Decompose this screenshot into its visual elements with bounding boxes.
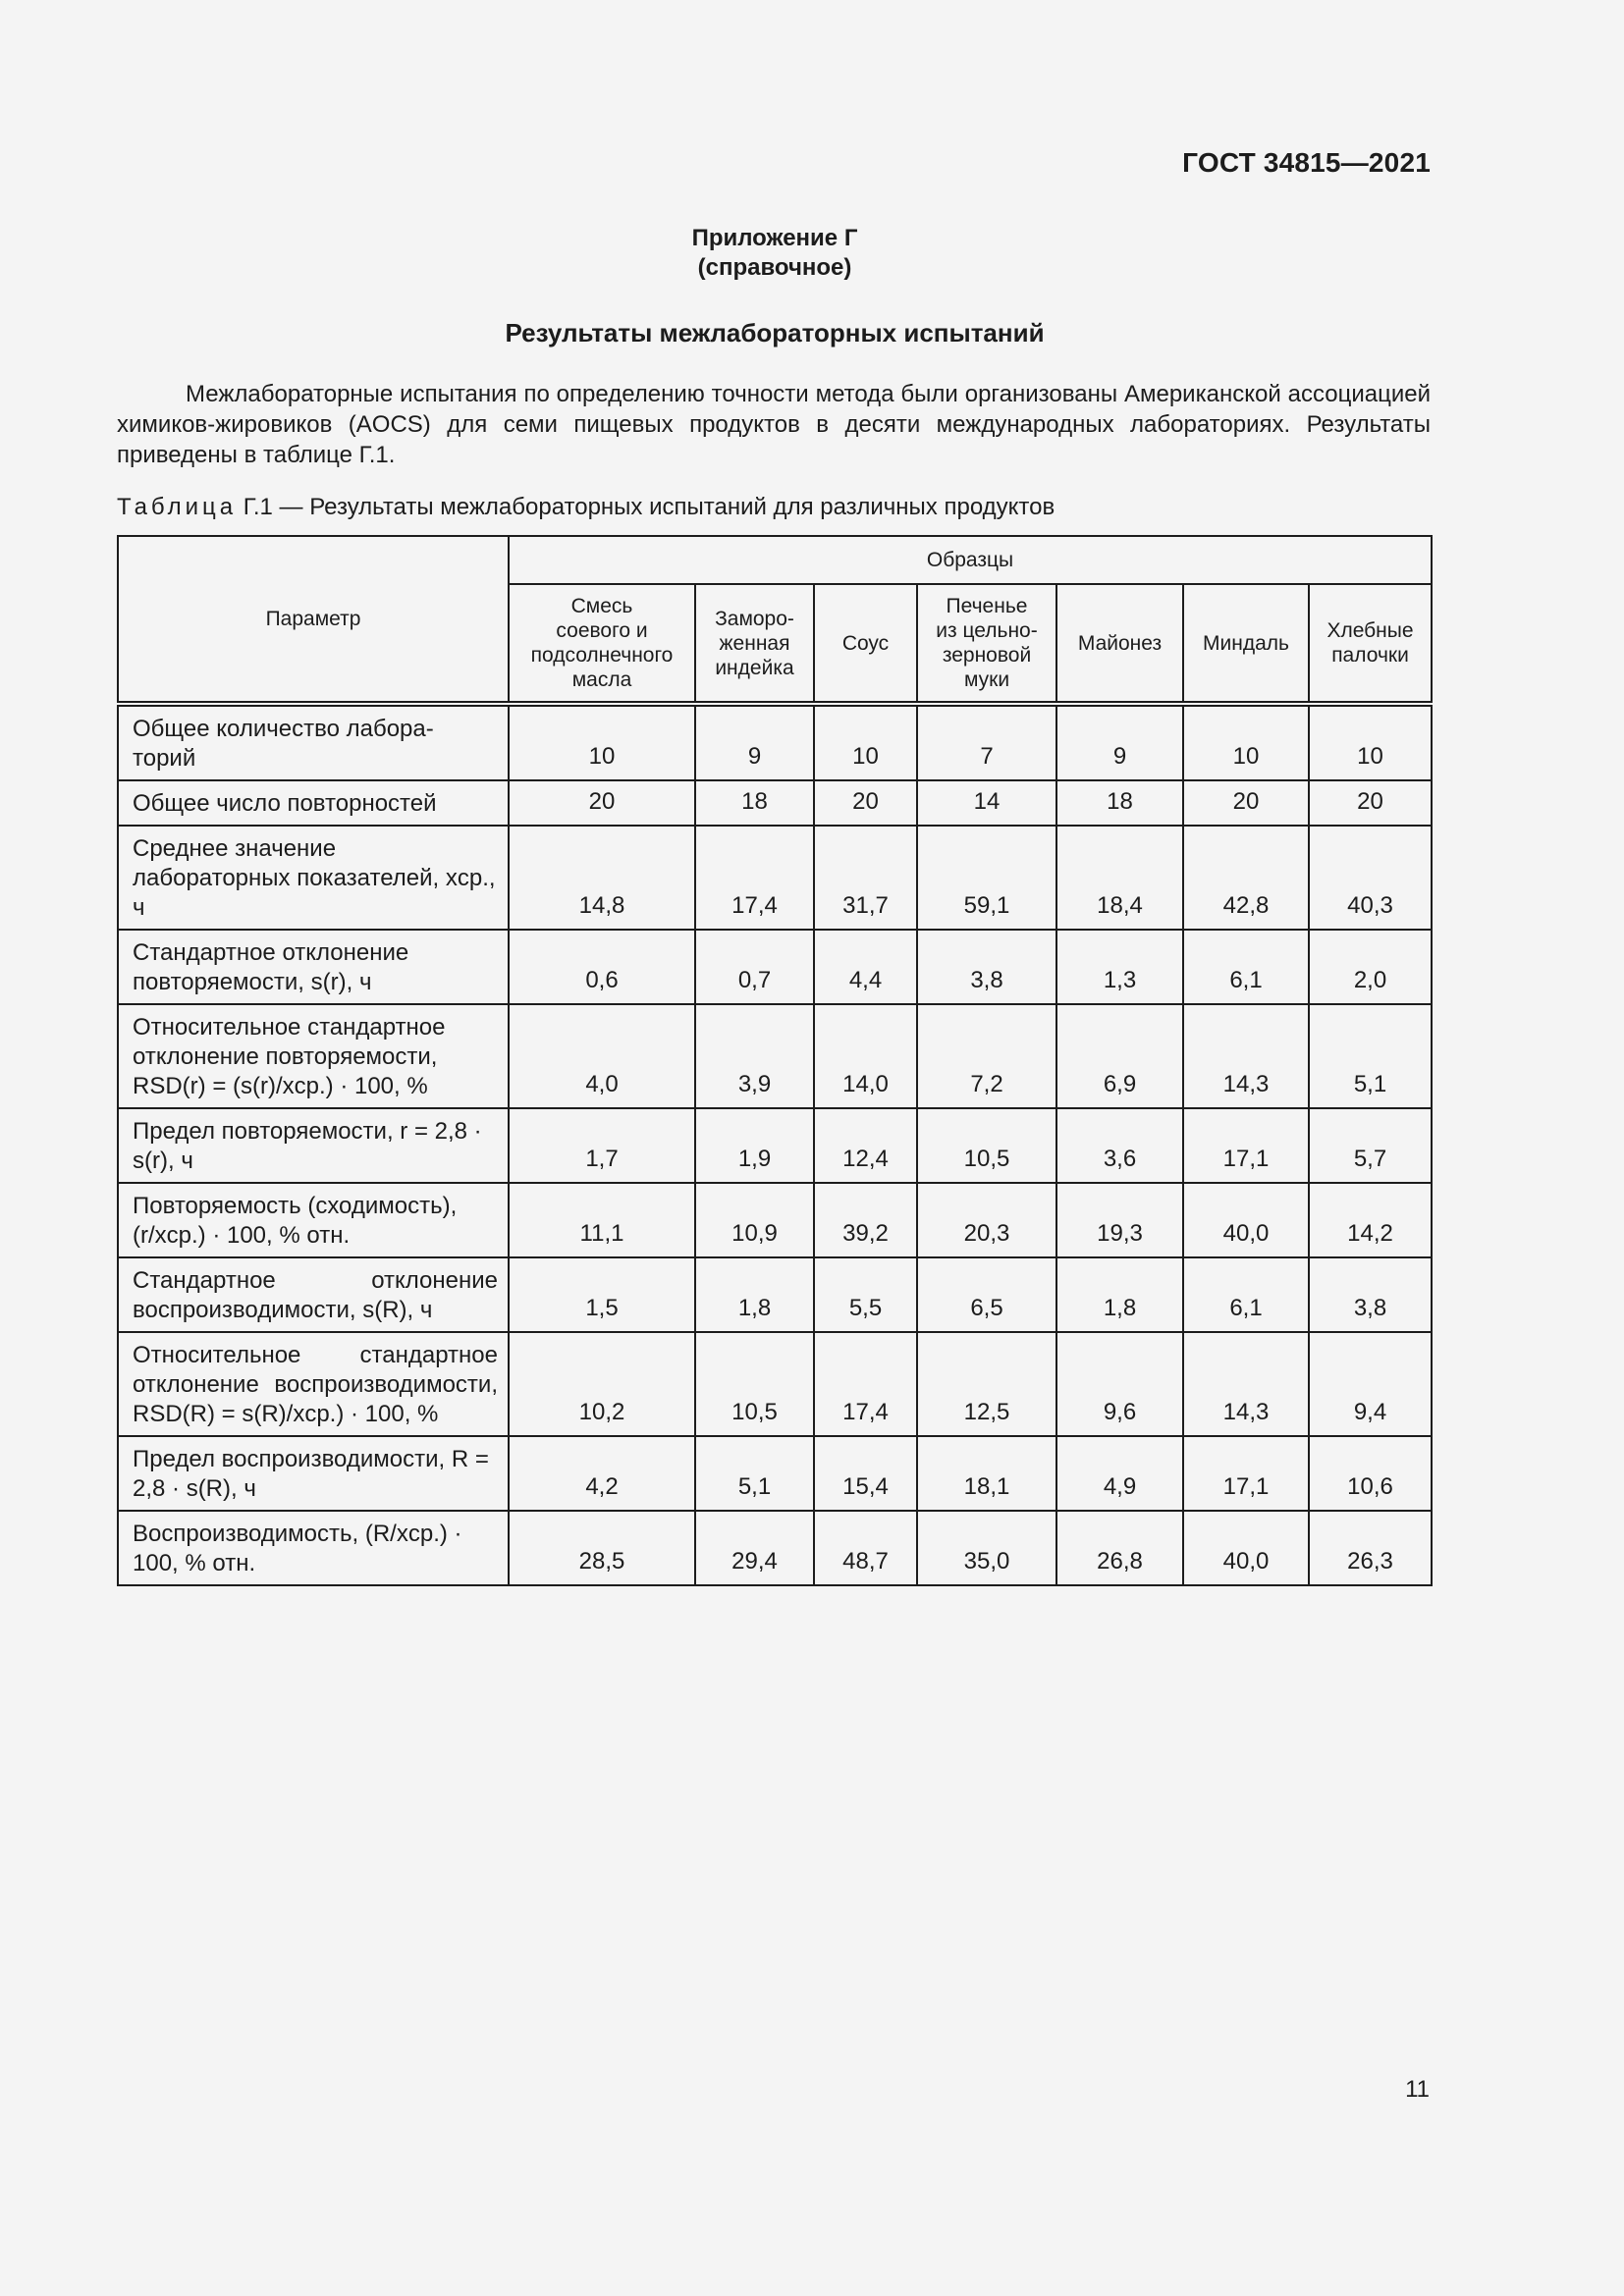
value-cell: 17,1 — [1183, 1436, 1309, 1511]
parameter-cell — [118, 1511, 509, 1585]
value-cell: 17,4 — [814, 1332, 917, 1436]
value-cell: 40,0 — [1183, 1511, 1309, 1585]
table-body — [118, 704, 1432, 1585]
value-cell: 28,5 — [509, 1511, 695, 1585]
value-cell: 39,2 — [814, 1183, 917, 1257]
value-cell: 0,6 — [509, 930, 695, 1004]
value-cell: 6,5 — [917, 1257, 1056, 1332]
appendix-subtitle: (справочное) — [697, 254, 852, 281]
value-cell: 14,8 — [509, 826, 695, 930]
value-cell: 31,7 — [814, 826, 917, 930]
sample-column-header: Смесь соевого и подсолнечного масла — [509, 584, 695, 704]
sample-column-header: Майонез — [1056, 584, 1183, 704]
page-number: 11 — [1405, 2076, 1430, 2103]
table-row — [118, 1511, 1432, 1585]
appendix-heading — [0, 224, 1549, 283]
value-cell: 10 — [1183, 704, 1309, 780]
value-cell: 11,1 — [509, 1183, 695, 1257]
table-row — [118, 1183, 1432, 1257]
table-row — [118, 1004, 1432, 1108]
value-cell: 6,1 — [1183, 1257, 1309, 1332]
table-caption-prefix: Таблица — [117, 494, 238, 520]
value-cell: 9,6 — [1056, 1332, 1183, 1436]
value-cell: 7 — [917, 704, 1056, 780]
value-cell: 35,0 — [917, 1511, 1056, 1585]
value-cell: 20 — [1183, 780, 1309, 826]
parameter-cell — [118, 1332, 509, 1436]
table-caption-text: Г.1 — Результаты межлабораторных испытаний для различных продуктов — [243, 494, 1056, 520]
value-cell: 6,9 — [1056, 1004, 1183, 1108]
value-cell: 7,2 — [917, 1004, 1056, 1108]
value-cell: 17,1 — [1183, 1108, 1309, 1183]
value-cell: 20 — [1309, 780, 1432, 826]
value-cell: 40,0 — [1183, 1183, 1309, 1257]
value-cell: 4,4 — [814, 930, 917, 1004]
parameter-label: Относительное стандартное отклонение повторяемости, RSD(r) = (s(r)/xср.) · 100, % — [133, 1014, 446, 1099]
table-row — [118, 1436, 1432, 1511]
parameter-label: Среднее значение лабораторных показателей, xср., ч — [133, 835, 496, 921]
parameter-label: Повторяемость (сходимость), (r/xср.) · 100, % отн. — [133, 1193, 458, 1249]
parameter-cell — [118, 704, 509, 780]
value-cell: 18 — [695, 780, 814, 826]
value-cell: 26,8 — [1056, 1511, 1183, 1585]
parameter-cell — [118, 1108, 509, 1183]
parameter-label: Предел воспроизводимости, R = 2,8 · s(R), ч — [133, 1446, 489, 1502]
parameter-label: Стандартное отклонение повторяемости, s(r), ч — [133, 939, 409, 995]
value-cell: 3,8 — [1309, 1257, 1432, 1332]
table-row — [118, 930, 1432, 1004]
value-cell: 1,5 — [509, 1257, 695, 1332]
parameter-cell — [118, 826, 509, 930]
value-cell: 14,2 — [1309, 1183, 1432, 1257]
value-cell: 14,3 — [1183, 1332, 1309, 1436]
table-row — [118, 1332, 1432, 1436]
value-cell: 4,2 — [509, 1436, 695, 1511]
value-cell: 19,3 — [1056, 1183, 1183, 1257]
value-cell: 2,0 — [1309, 930, 1432, 1004]
value-cell: 14,3 — [1183, 1004, 1309, 1108]
value-cell: 48,7 — [814, 1511, 917, 1585]
sample-column-header: Заморо- женная индейка — [695, 584, 814, 704]
value-cell: 40,3 — [1309, 826, 1432, 930]
table-row — [118, 704, 1432, 780]
sample-column-header: Хлебные палочки — [1309, 584, 1432, 704]
table-row — [118, 780, 1432, 826]
value-cell: 3,6 — [1056, 1108, 1183, 1183]
value-cell: 9 — [1056, 704, 1183, 780]
value-cell: 18,1 — [917, 1436, 1056, 1511]
document-code: ГОСТ 34815—2021 — [1182, 147, 1431, 178]
parameter-label: Общее количество лабора- торий — [133, 716, 434, 772]
value-cell: 4,9 — [1056, 1436, 1183, 1511]
intro-paragraph: Межлабораторные испытания по определению точности метода были организованы Американской ассоциацией химиков-жировиков (AOCS) для семи пищевых продуктов в десяти международных лабораториях. Результаты приведены в таблице Г.1. — [117, 381, 1431, 468]
value-cell: 10,6 — [1309, 1436, 1432, 1511]
parameter-cell — [118, 1436, 509, 1511]
section-title: Результаты межлабораторных испытаний — [505, 318, 1045, 347]
value-cell: 20 — [814, 780, 917, 826]
value-cell: 1,8 — [1056, 1257, 1183, 1332]
value-cell: 5,1 — [695, 1436, 814, 1511]
value-cell: 29,4 — [695, 1511, 814, 1585]
value-cell: 10,2 — [509, 1332, 695, 1436]
appendix-title: Приложение Г — [691, 225, 858, 251]
value-cell: 4,0 — [509, 1004, 695, 1108]
value-cell: 15,4 — [814, 1436, 917, 1511]
parameter-cell — [118, 930, 509, 1004]
table-header — [118, 536, 1432, 704]
value-cell: 10,9 — [695, 1183, 814, 1257]
value-cell: 14 — [917, 780, 1056, 826]
samples-group-header: Образцы — [509, 536, 1432, 584]
value-cell: 5,5 — [814, 1257, 917, 1332]
value-cell: 18,4 — [1056, 826, 1183, 930]
parameter-label: Воспроизводимость, (R/xср.) · 100, % отн. — [133, 1521, 462, 1576]
value-cell: 5,1 — [1309, 1004, 1432, 1108]
parameter-label: Общее число повторностей — [133, 790, 437, 817]
parameter-label: Относительное стандартное отклонение воспроизводимости, RSD(R) = s(R)/xср.) · 100, % — [133, 1342, 498, 1427]
value-cell: 6,1 — [1183, 930, 1309, 1004]
value-cell: 9 — [695, 704, 814, 780]
value-cell: 10 — [1309, 704, 1432, 780]
value-cell: 5,7 — [1309, 1108, 1432, 1183]
table-row — [118, 1108, 1432, 1183]
sample-column-header: Миндаль — [1183, 584, 1309, 704]
value-cell: 3,9 — [695, 1004, 814, 1108]
value-cell: 12,4 — [814, 1108, 917, 1183]
value-cell: 10 — [509, 704, 695, 780]
value-cell: 9,4 — [1309, 1332, 1432, 1436]
value-cell: 1,3 — [1056, 930, 1183, 1004]
value-cell: 1,7 — [509, 1108, 695, 1183]
parameter-cell — [118, 780, 509, 826]
parameter-cell — [118, 1257, 509, 1332]
parameter-cell — [118, 1183, 509, 1257]
sample-column-header: Соус — [814, 584, 917, 704]
value-cell: 20,3 — [917, 1183, 1056, 1257]
parameter-label: Стандартное отклонение воспроизводимости, s(R), ч — [133, 1267, 498, 1323]
value-cell: 10,5 — [917, 1108, 1056, 1183]
value-cell: 0,7 — [695, 930, 814, 1004]
value-cell: 20 — [509, 780, 695, 826]
value-cell: 1,8 — [695, 1257, 814, 1332]
value-cell: 17,4 — [695, 826, 814, 930]
value-cell: 26,3 — [1309, 1511, 1432, 1585]
results-table — [117, 535, 1433, 1586]
sample-column-header: Печенье из цельно- зерновой муки — [917, 584, 1056, 704]
value-cell: 10,5 — [695, 1332, 814, 1436]
value-cell: 3,8 — [917, 930, 1056, 1004]
table-caption — [117, 494, 1055, 521]
value-cell: 10 — [814, 704, 917, 780]
value-cell: 12,5 — [917, 1332, 1056, 1436]
value-cell: 1,9 — [695, 1108, 814, 1183]
value-cell: 42,8 — [1183, 826, 1309, 930]
value-cell: 59,1 — [917, 826, 1056, 930]
table-row — [118, 826, 1432, 930]
parameter-label: Предел повторяемости, r = 2,8 · s(r), ч — [133, 1118, 482, 1174]
parameter-cell — [118, 1004, 509, 1108]
value-cell: 14,0 — [814, 1004, 917, 1108]
param-column-header: Параметр — [118, 536, 509, 704]
table-row — [118, 1257, 1432, 1332]
value-cell: 18 — [1056, 780, 1183, 826]
